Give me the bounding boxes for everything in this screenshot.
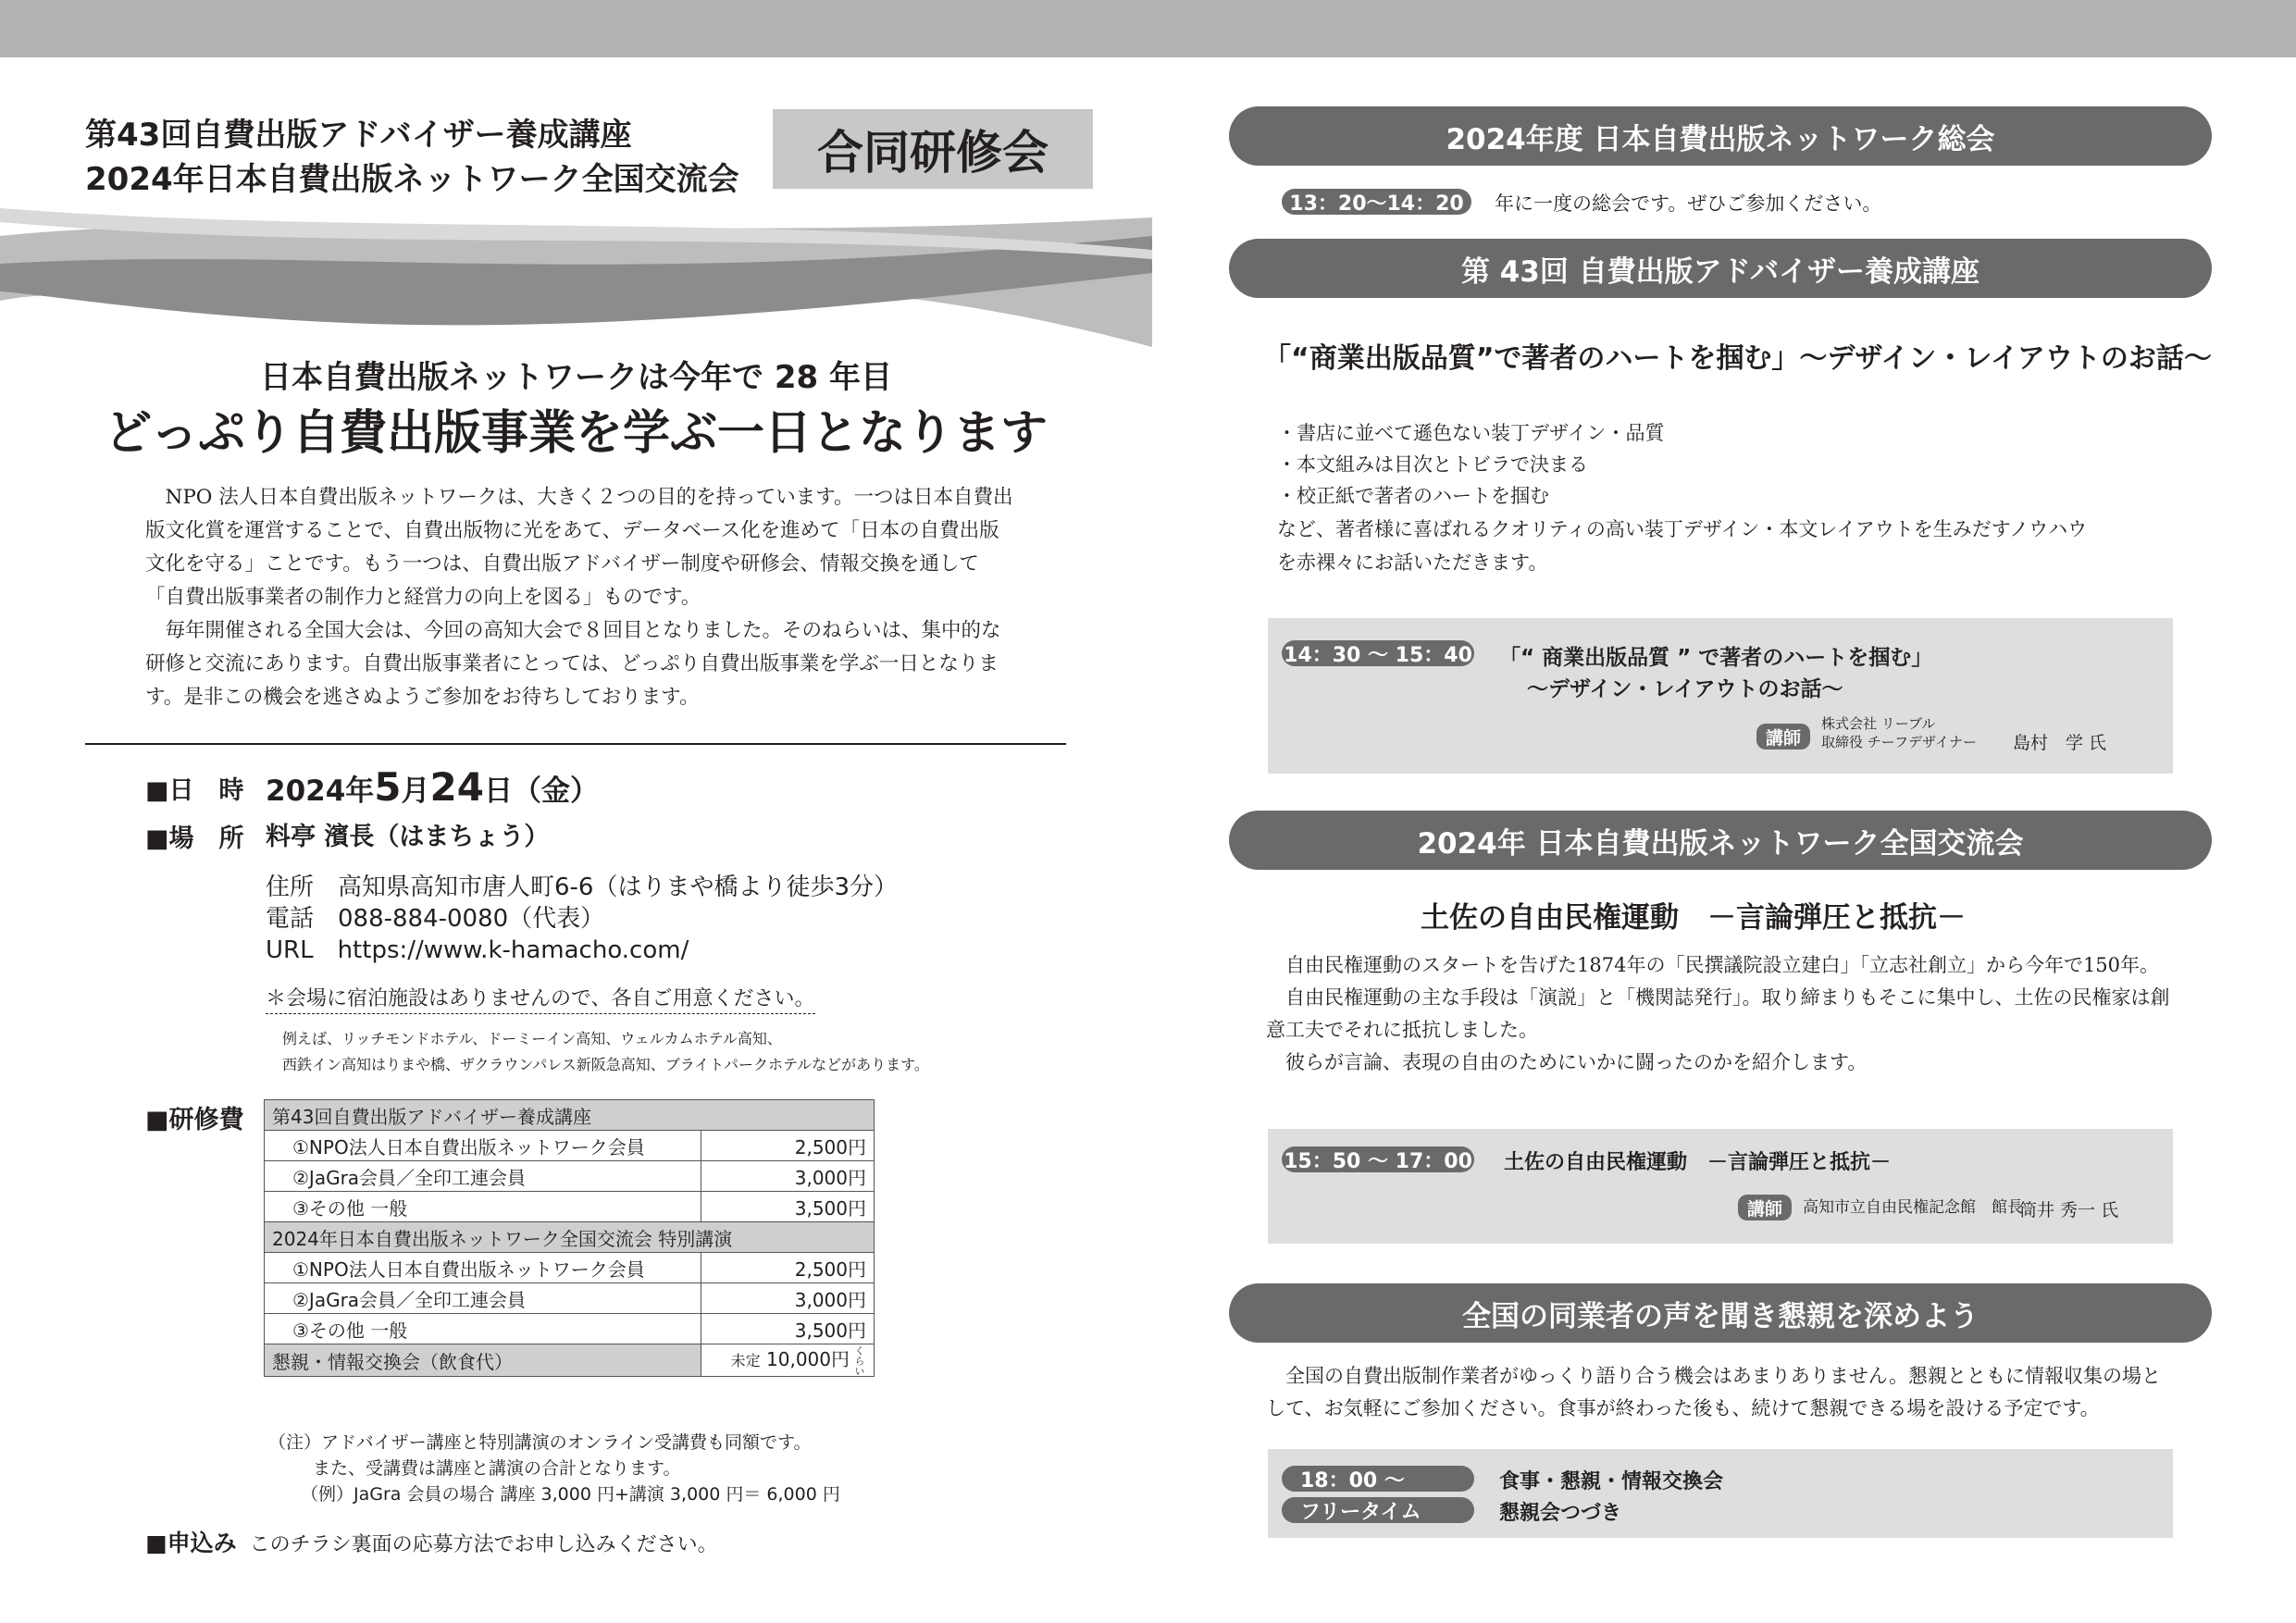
fee-item: ③その他 一般 xyxy=(265,1192,701,1222)
table-row xyxy=(265,1253,875,1283)
exchange-body xyxy=(1266,949,2178,1079)
table-row xyxy=(265,1314,875,1344)
advisor-bullet-3: ・校正紙で著者のハートを掴む xyxy=(1277,485,1549,507)
fee-item: ②JaGra会員／全印工連会員 xyxy=(265,1161,701,1192)
intro-paragraph-2: 毎年開催される全国大会は、今回の高知大会で８回目となりました。そのねらいは、集中的な研修と交流にあります。自費出版事業者にとっては、どっぷり自費出版事業を学ぶ一日となります。是非この機会を逃さぬようご参加をお待ちしております。 xyxy=(145,619,1001,709)
time-pill-advisor: 14：30 〜 15：40 xyxy=(1282,640,1474,666)
time-pill-dinner: 18：00 〜 xyxy=(1282,1466,1474,1492)
date-weekday: （金） xyxy=(512,774,599,808)
free-time-event: 懇親会つづき xyxy=(1499,1502,1622,1525)
speaker-org-advisor-2: 取締役 チーフデザイナー xyxy=(1821,734,1977,750)
dinner-event: 食事・懇親・情報交換会 xyxy=(1499,1470,1724,1493)
date-month-unit: 月 xyxy=(401,774,430,808)
fee-price: 3,000円 xyxy=(701,1283,875,1314)
divider xyxy=(85,743,1066,745)
fee-price: 3,500円 xyxy=(701,1314,875,1344)
table-row xyxy=(265,1131,875,1161)
advisor-bullet-1: ・書店に並べて遜色ない装丁デザイン・品質 xyxy=(1277,422,1665,444)
date-month: 5 xyxy=(374,764,402,810)
fee-group-header xyxy=(265,1100,875,1131)
apply-text: このチラシ裏面の応募方法でお申し込みください。 xyxy=(249,1533,718,1556)
venue-label: ■場 所 xyxy=(145,824,244,853)
exchange-session-title: 土佐の自由民権運動 －言論弾圧と抵抗－ xyxy=(1504,1151,1892,1174)
fee-group-header xyxy=(265,1222,875,1253)
intro-paragraph-1: NPO 法人日本自費出版ネットワークは、大きく２つの目的を持っています。一つは日本自費出版文化賞を運営することで、自費出版物に光をあて、データベース化を進めて「日本の自費出版文化を守る」ことです。もう一つは、自費出版アドバイザー制度や研修会、情報交換を通して「自費出版事業者の制作力と経営力の向上を図る」ものです。 xyxy=(145,486,1013,609)
fee-item: ①NPO法人日本自費出版ネットワーク会員 xyxy=(265,1253,701,1283)
table-row xyxy=(265,1192,875,1222)
speaker-name-advisor: 島村 学 氏 xyxy=(2013,733,2107,753)
subtitle-main: どっぷり自費出版事業を学ぶ一日となります xyxy=(105,406,1048,461)
exchange-paragraph-2: 自由民権運動の主な手段は「演説」と「機関誌発行」。取り締まりもそこに集中し、土佐の民権家は創意工夫でそれに抵抗しました。 xyxy=(1266,986,2170,1041)
date-day-unit: 日 xyxy=(483,774,513,808)
fees-label: ■研修費 xyxy=(145,1106,244,1134)
table-row xyxy=(265,1161,875,1192)
advisor-body-1: など、著者様に喜ばれるクオリティの高い装丁デザイン・本文レイアウトを生みだすノウハウ xyxy=(1277,518,2088,540)
section-exchange-title: 2024年 日本自費出版ネットワーク全国交流会 xyxy=(1229,811,2212,870)
speaker-badge-advisor: 講師 xyxy=(1756,724,1810,750)
section-networking-title: 全国の同業者の声を聞き懇親を深めよう xyxy=(1229,1283,2212,1343)
fee-group-2-title: 2024年日本自費出版ネットワーク全国交流会 特別講演 xyxy=(265,1222,875,1253)
table-row xyxy=(265,1344,875,1377)
social-fee-suffix: くらい xyxy=(853,1345,865,1376)
fee-price: 2,500円 xyxy=(701,1253,875,1283)
fee-price: 2,500円 xyxy=(701,1131,875,1161)
section-advisor-course-title: 第 43回 自費出版アドバイザー養成講座 xyxy=(1229,239,2212,298)
date-label: ■日 時 xyxy=(145,776,244,805)
social-fee-prefix: 未定 xyxy=(730,1352,761,1369)
advisor-bullet-2: ・本文組みは目次とトビラで決まる xyxy=(1277,453,1588,476)
top-bar xyxy=(0,0,2296,57)
event-date xyxy=(266,764,599,810)
networking-body: 全国の自費出版制作業者がゆっくり語り合う機会はあまりありません。懇親とともに情報収集の場として、お気軽にご参加ください。食事が終わった後も、続けて懇親できる場を設ける予定です。 xyxy=(1266,1365,2162,1419)
general-meeting-text: 年に一度の総会です。ぜひご参加ください。 xyxy=(1495,192,1882,215)
venue-name: 料亭 濱長（はまちょう） xyxy=(266,823,550,851)
table-row xyxy=(265,1283,875,1314)
subtitle-years: 日本自費出版ネットワークは今年で 28 年目 xyxy=(260,359,892,396)
exchange-paragraph-3: 彼らが言論、表現の自由のためにいかに闘ったのかを紹介します。 xyxy=(1285,1051,1868,1073)
advisor-session-title-1: 「“ 商業出版品質 ” で著者のハートを掴む」 xyxy=(1499,646,1933,670)
header-line-2: 2024年日本自費出版ネットワーク全国交流会 xyxy=(85,161,739,198)
fee-note-1: （注）アドバイザー講座と特別講演のオンライン受講費も同額です。 xyxy=(268,1432,812,1453)
speaker-name-exchange: 筒井 秀一 氏 xyxy=(2019,1200,2119,1220)
social-fee-label: 懇親・情報交換会（飲食代） xyxy=(265,1344,701,1377)
header-line-1: 第43回自費出版アドバイザー養成講座 xyxy=(85,117,632,154)
venue-url[interactable]: URL https://www.k-hamacho.com/ xyxy=(266,936,689,964)
time-pill-exchange: 15：50 〜 17：00 xyxy=(1282,1146,1474,1172)
hotel-note-2: 西鉄イン高知はりまや橋、ザクラウンパレス新阪急高知、ブライトパークホテルなどがあります。 xyxy=(282,1056,929,1073)
speaker-badge-exchange: 講師 xyxy=(1738,1195,1792,1220)
advisor-body-2: を赤裸々にお話いただきます。 xyxy=(1277,551,1548,574)
social-fee-amount: 10,000円 xyxy=(766,1348,850,1370)
lodging-note: ＊会場に宿泊施設はありませんので、各自ご用意ください。 xyxy=(266,983,815,1014)
application-line xyxy=(145,1525,718,1558)
fee-item: ②JaGra会員／全印工連会員 xyxy=(265,1283,701,1314)
speaker-org-exchange: 高知市立自由民権記念館 館長 xyxy=(1803,1198,2023,1217)
fee-table xyxy=(264,1099,875,1377)
decorative-wave xyxy=(0,208,1152,356)
date-year: 2024年 xyxy=(266,774,375,808)
joint-training-badge: 合同研修会 xyxy=(773,109,1093,189)
fee-price: 3,500円 xyxy=(701,1192,875,1222)
advisor-session-title-2: 〜デザイン・レイアウトのお話〜 xyxy=(1527,677,1843,701)
speaker-org-advisor-1: 株式会社 リーブル xyxy=(1821,715,1936,732)
fee-note-3: （例）JaGra 会員の場合 講座 3,000 円+講演 3,000 円＝ 6,000 円 xyxy=(301,1484,840,1505)
exchange-paragraph-1: 自由民権運動のスタートを告げた1874年の「民撰議院設立建白」「立志社創立」から今年で150年。 xyxy=(1285,954,2160,976)
fee-item: ①NPO法人日本自費出版ネットワーク会員 xyxy=(265,1131,701,1161)
section-general-meeting-title: 2024年度 日本自費出版ネットワーク総会 xyxy=(1229,106,2212,166)
fee-note-2: また、受講費は講座と講演の合計となります。 xyxy=(313,1458,681,1479)
social-fee-price xyxy=(701,1344,875,1377)
exchange-heading: 土佐の自由民権運動 －言論弾圧と抵抗－ xyxy=(1421,901,1966,935)
fee-item: ③その他 一般 xyxy=(265,1314,701,1344)
fee-price: 3,000円 xyxy=(701,1161,875,1192)
time-pill-general-meeting: 13：20〜14：20 xyxy=(1282,189,1471,215)
advisor-course-heading: 「“商業出版品質”で著者のハートを掴む」〜デザイン・レイアウトのお話〜 xyxy=(1263,342,2212,375)
intro-text xyxy=(145,481,1015,714)
apply-label: ■申込み xyxy=(145,1530,237,1556)
venue-address: 住所 高知県高知市唐人町6-6（はりまや橋より徒歩3分） xyxy=(266,873,899,901)
venue-phone: 電話 088-884-0080（代表） xyxy=(266,905,605,933)
fee-group-1-title: 第43回自費出版アドバイザー養成講座 xyxy=(265,1100,875,1131)
date-day: 24 xyxy=(429,764,484,810)
hotel-note-1: 例えば、リッチモンドホテル、ドーミーイン高知、ウェルカムホテル高知、 xyxy=(282,1030,782,1047)
time-pill-free: フリータイム xyxy=(1282,1497,1474,1523)
